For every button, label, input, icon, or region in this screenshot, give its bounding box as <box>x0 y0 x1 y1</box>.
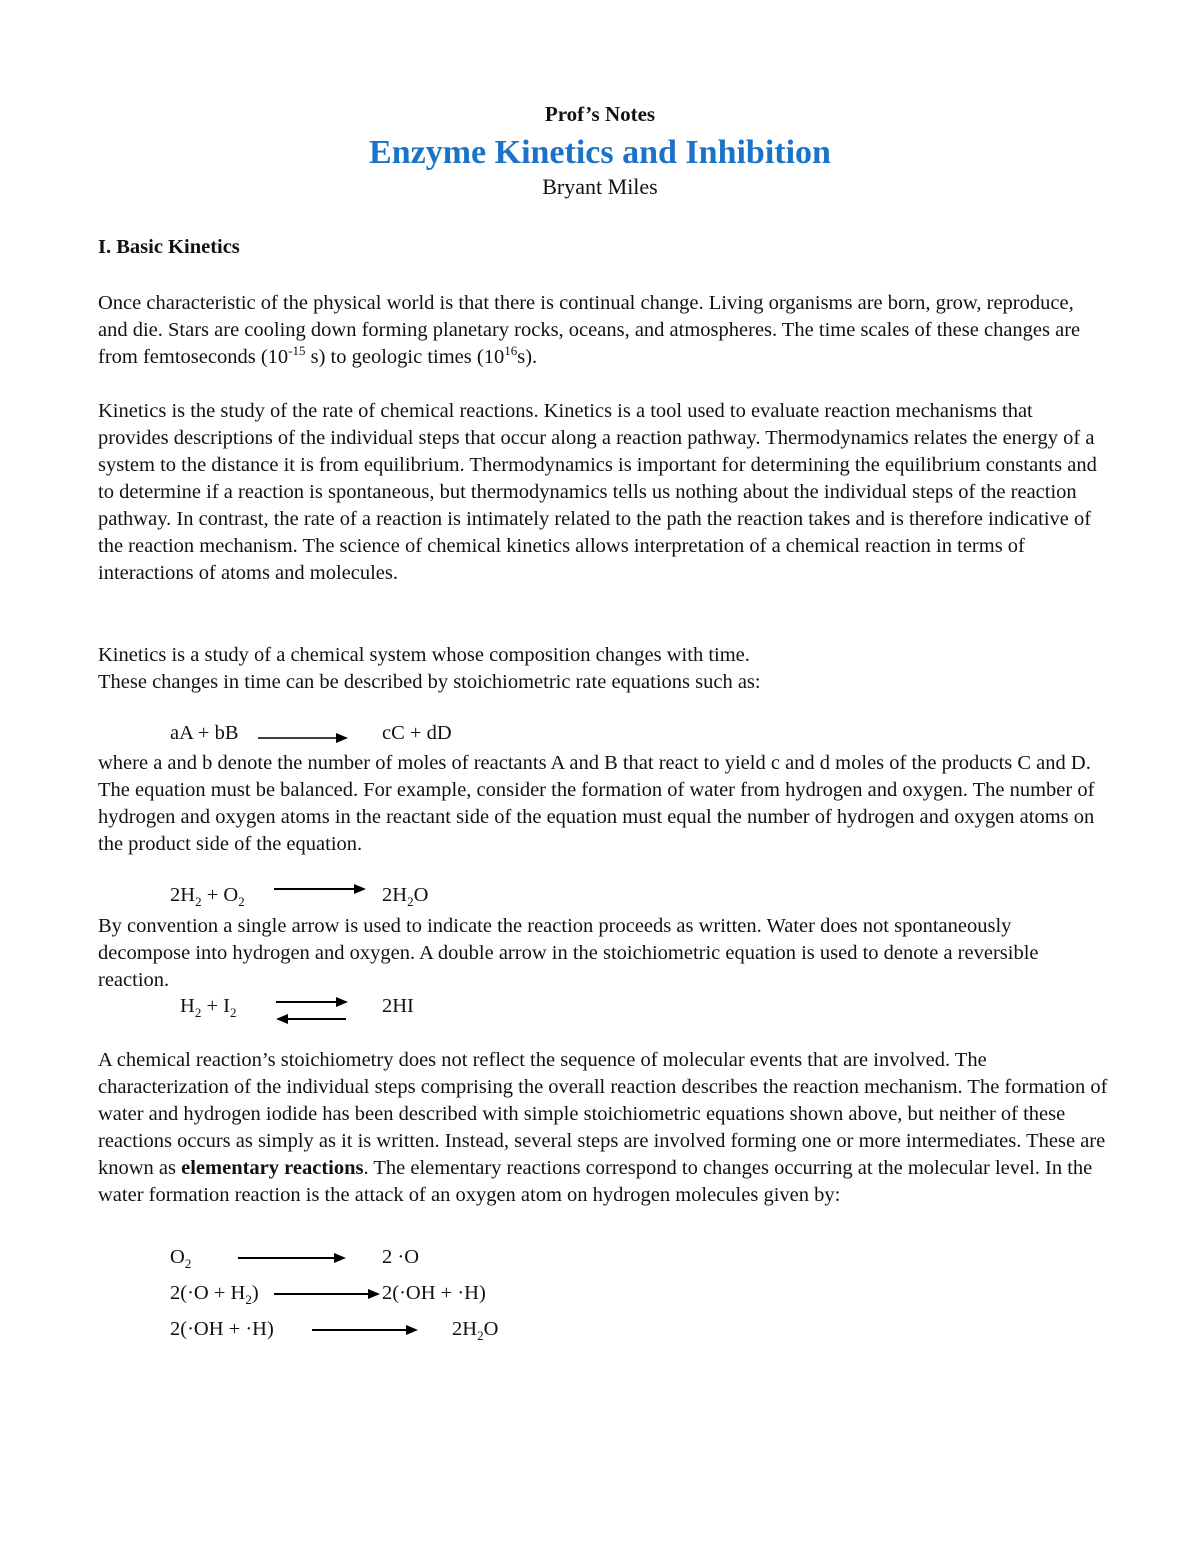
arrow-right-icon <box>310 1323 420 1337</box>
document-label: Prof’s Notes <box>544 102 656 126</box>
paragraph-3-line-2: These changes in time can be described by stoichiometric rate equations such as: <box>98 671 761 693</box>
paragraph-5: By convention a single arrow is used to indicate the reaction proceeds as written. Water does not spontaneously decompose into hydrogen and oxygen. A double arrow in the stoichiometric equation is used to denote a reversible reaction. <box>98 915 1039 991</box>
equation-5-reactants: $2(\cdot O + H_2)$ <box>170 1282 259 1308</box>
equation-3-reactants: $H_2 + I_2$ <box>180 995 237 1021</box>
arrow-right-icon <box>272 882 368 896</box>
arrow-right-icon <box>256 730 350 744</box>
paragraph-1: Once characteristic of the physical world is that there is continual change. Living organisms are born, grow, reproduce, and die. Stars are cooling down forming planetary rocks, oceans, and atmospheres. The time scales of these changes are from femtoseconds ($10^{-15}$ s) to geologic times $(10^{16}s)$. <box>98 292 1081 368</box>
arrow-right-icon <box>272 1287 382 1301</box>
equation-2-reactants: $2H_2 + O_2$ <box>170 884 245 910</box>
paragraph-3-line-1: Kinetics is a study of a chemical system whose composition changes with time. <box>98 644 750 666</box>
double-arrow-icon <box>274 994 350 1028</box>
arrow-right-icon <box>236 1251 348 1265</box>
equation-5-products: 2(·OH + ·H) <box>382 1282 486 1304</box>
equation-2-products: $2H_2O$ <box>382 884 429 910</box>
paragraph-6: A chemical reaction’s stoichiometry does not reflect the sequence of molecular events that are involved. The characterization of the individual steps comprising the overall reaction describes the reaction mechanism. The formation of water and hydrogen iodide has been described with simple stoichiometric equations shown above, but neither of these reactions occurs as simply as it is written. Instead, several steps are involved forming one or more intermediates. These are known as elementary reactions. The elementary reactions correspond to changes occurring at the molecular level. In the water formation reaction is the attack of an oxygen atom on hydrogen molecules given by: <box>98 1049 1108 1206</box>
equation-3-products: 2HI <box>382 995 414 1017</box>
paragraph-4: where a and b denote the number of moles of reactants A and B that react to yield c and d moles of the products C and D. The equation must be balanced. For example, consider the formation of water from hydrogen and oxygen. The number of hydrogen and oxygen atoms in the reactant side of the equation must equal the number of hydrogen and oxygen atoms on the product side of the equation. <box>98 752 1095 855</box>
section-heading: I. Basic Kinetics <box>98 236 240 258</box>
equation-4-reactants: $O_2$ <box>170 1246 192 1272</box>
equation-1-products: cC + dD <box>382 722 452 744</box>
equation-6-products: $2H_2O$ <box>452 1318 499 1344</box>
document-title: Enzyme Kinetics and Inhibition <box>369 134 831 171</box>
equation-4-products: 2 ·O <box>382 1246 420 1268</box>
equation-1-reactants: aA + bB <box>170 722 239 744</box>
document-author: Bryant Miles <box>542 174 658 199</box>
equation-6-reactants: 2(·OH + ·H) <box>170 1318 274 1340</box>
paragraph-2: Kinetics is the study of the rate of chemical reactions. Kinetics is a tool used to evaluate reaction mechanisms that provides descriptions of the individual steps that occur along a reaction pathway. Thermodynamics relates the energy of a system to the distance it is from equilibrium. Thermodynamics is important for determining the equilibrium constants and to determine if a reaction is spontaneous, but thermodynamics tells us nothing about the individual steps of the reaction pathway. In contrast, the rate of a reaction is intimately related to the path the reaction takes and is therefore indicative of the reaction mechanism. The science of chemical kinetics allows interpretation of a chemical reaction in terms of interactions of atoms and molecules. <box>98 400 1097 584</box>
